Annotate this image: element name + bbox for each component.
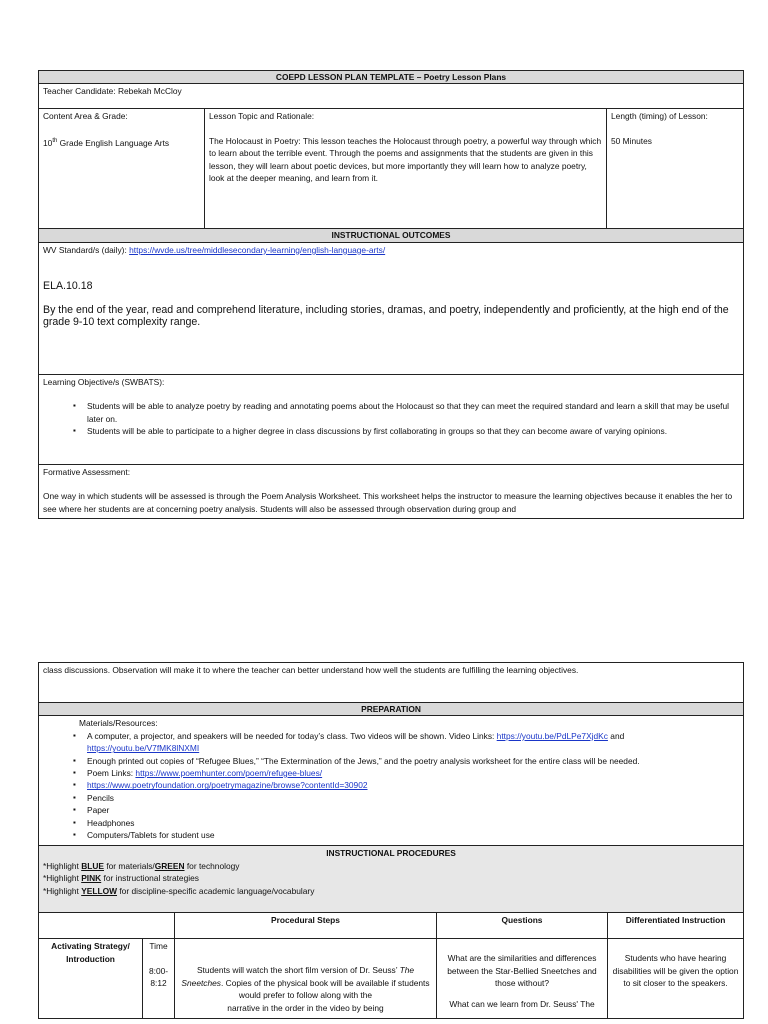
col-procedural-steps: Procedural Steps bbox=[175, 913, 437, 939]
length-label: Length (timing) of Lesson: bbox=[611, 111, 708, 122]
video-link-2[interactable]: https://youtu.be/V7fMK8lNXMI bbox=[87, 743, 200, 754]
highlight-line-blue: *Highlight BLUE for materials/GREEN for technology bbox=[43, 860, 240, 871]
topic-cell bbox=[205, 109, 607, 229]
lesson-plan-table-page-1 bbox=[38, 70, 744, 519]
blank-header-cell bbox=[39, 913, 175, 939]
procedural-step-cut: narrative in the order in the video by being bbox=[227, 1002, 384, 1013]
length-cell bbox=[607, 109, 744, 229]
poem-link-2[interactable]: https://www.poetryfoundation.org/poetrymagazine/browse?contentId=30902 bbox=[87, 780, 368, 791]
objective-item: ▪ Students will be able to analyze poetry by reading and annotating poems about the Holocaust so that they can meet the required standard and learn a skill that may be useful later on. bbox=[87, 400, 739, 425]
objective-item: ▪ Students will be able to participate to a higher degree in class discussions by first collaborating in groups so that they can become aware of varying opinions. bbox=[87, 425, 739, 437]
material-item: ▪ Enough printed out copies of “Refugee Blues,” “The Extermination of the Jews,” and the poetry analysis worksheet for the entire class will be needed. bbox=[87, 755, 739, 767]
time-value: 8:00- 8:12 bbox=[148, 965, 169, 989]
question-cut: What can we learn from Dr. Seuss' The bbox=[449, 998, 595, 1009]
material-item: ▪ Poem Links: https://www.poemhunter.com/poem/refugee-blues/ bbox=[87, 767, 739, 779]
preparation-header: PREPARATION bbox=[39, 703, 744, 716]
procedures-header: INSTRUCTIONAL PROCEDURES bbox=[326, 848, 456, 859]
materials-label: Materials/Resources: bbox=[79, 718, 158, 729]
outcomes-header: INSTRUCTIONAL OUTCOMES bbox=[39, 229, 744, 242]
activating-strategy-label: Activating Strategy/ Introduction bbox=[39, 939, 143, 1019]
time-cell bbox=[143, 939, 175, 1019]
template-title: COEPD LESSON PLAN TEMPLATE – Poetry Lesson Plans bbox=[39, 71, 744, 84]
material-item: ▪ A computer, a projector, and speakers will be needed for today’s class. Two videos will be shown. Video Links: https://youtu.be/PdLPe7XjdKc and https://youtu.be/V7fMK8lNXMI bbox=[87, 730, 739, 755]
question-text: What are the similarities and differences between the Star-Bellied Sneetches and those without? What can we learn from Dr. Seuss' The bbox=[437, 939, 608, 1019]
topic-rationale: The Holocaust in Poetry: This lesson teaches the Holocaust through poetry, a powerful way through which to learn about the terrible event. Through the poems and assignments that the students are given in this lesson, they will learn about poetic devices, but more importantly they will learn how to analyze poetry, look at the deeper meaning, and learn from it. bbox=[209, 135, 602, 184]
formative-continued: class discussions. Observation will make it to where the teacher can better understand how well the students are fulfilling the learning objectives. bbox=[39, 663, 744, 703]
standard-text: By the end of the year, read and comprehend literature, including stories, dramas, and poetry, independently and proficiently, at the high end of the grade 9-10 text complexity range. bbox=[43, 304, 729, 329]
material-item bbox=[87, 779, 739, 791]
formative-cell bbox=[39, 464, 744, 518]
standard-code: ELA.10.18 bbox=[43, 280, 93, 293]
lesson-plan-table-page-2 bbox=[38, 662, 744, 1019]
time-label: Time bbox=[149, 941, 168, 952]
objectives-cell bbox=[39, 374, 744, 464]
material-item: ▪ Paper bbox=[87, 804, 739, 816]
grade-text: 10th Grade English Language Arts bbox=[43, 137, 170, 148]
poem-link-1[interactable]: https://www.poemhunter.com/poem/refugee-blues/ bbox=[135, 768, 323, 779]
highlight-line-yellow: *Highlight YELLOW for discipline-specific academic language/vocabulary bbox=[43, 885, 315, 896]
standards-link[interactable]: https://wvde.us/tree/middlesecondary-learning/english-language-arts/ bbox=[129, 244, 386, 255]
video-link-1[interactable]: https://youtu.be/PdLPe7XjdKc bbox=[496, 730, 608, 741]
formative-text: One way in which students will be assessed is through the Poem Analysis Worksheet. This worksheet helps the instructor to measure the learning objectives because it enables the her to see where her students are at concerning poetry analysis. Students will also be assessed through observation during group and bbox=[43, 491, 733, 514]
material-item: ▪ Computers/Tablets for student use bbox=[87, 829, 739, 841]
content-area-cell bbox=[39, 109, 205, 229]
material-item: ▪ Headphones bbox=[87, 817, 739, 829]
differentiated-text: Students who have hearing disabilities will be given the option to sit closer to the speakers. bbox=[608, 939, 744, 1019]
standards-cell bbox=[39, 242, 744, 374]
formative-label: Formative Assessment: bbox=[43, 466, 131, 477]
teacher-candidate: Teacher Candidate: Rebekah McCloy bbox=[39, 84, 744, 109]
procedures-cell bbox=[39, 846, 744, 913]
length-value: 50 Minutes bbox=[611, 135, 652, 146]
objectives-label: Learning Objective/s (SWBATS): bbox=[43, 376, 165, 387]
standards-label: WV Standard/s (daily): bbox=[43, 244, 127, 255]
materials-cell bbox=[39, 716, 744, 846]
page-2 bbox=[0, 662, 768, 1024]
topic-label: Lesson Topic and Rationale: bbox=[209, 111, 315, 122]
col-questions: Questions bbox=[437, 913, 608, 939]
highlight-line-pink: *Highlight PINK for instructional strategies bbox=[43, 873, 199, 884]
material-item: ▪ Pencils bbox=[87, 792, 739, 804]
col-differentiated: Differentiated Instruction bbox=[608, 913, 744, 939]
content-area-label: Content Area & Grade: bbox=[43, 111, 128, 122]
procedural-step-text: Students will watch the short film version of Dr. Seuss’ The Sneetches. Copies of the physical book will be available if students would prefer to follow along with the narrative in the order in the video by being bbox=[175, 939, 437, 1019]
